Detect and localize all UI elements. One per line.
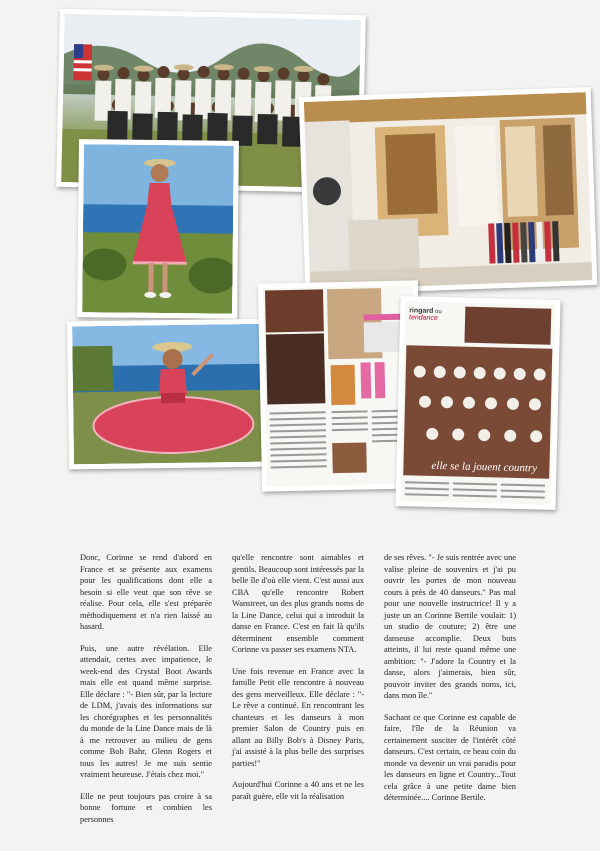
spread-title-prefix: ringard xyxy=(409,307,434,315)
article-paragraph: Aujourd'hui Corinne a 40 ans et ne les paraît guère, elle vit la réalisation xyxy=(232,780,364,801)
article-paragraph: Puis, une autre révélation. Elle attendait, certes avec impatience, le week-end des Crystal Boot Awards mais elle est quand même surprise. Elle déclare : "- Bien sûr, par la lecture de LDM, j'avais des informations sur les chorégraphes et les personnalités du monde de la Line Dance mais de là à me retrouver au milieu de gens comme Bob Bahr, Glenn Rogers et tous les autres! Je me suis sentie vraiment heureuse. J'étais chez moi." xyxy=(80,643,212,779)
article-body xyxy=(80,552,518,824)
woman-standing-illustration xyxy=(82,144,234,314)
woman-standing-photo xyxy=(77,139,239,319)
woman-sitting-illustration xyxy=(72,324,270,465)
spread-title-mid: ou xyxy=(434,308,442,316)
article-paragraph: Une fois revenue en France avec la famille Petit elle rencontre à nouveau des gens merveilleux. Elle déclare : "- Le rêve a continué. En rencontrant les chanteurs et les danseurs à mon premier Salon de Country puis en allant au Billy Bob's à Disney Paris, j'ai assisté à la plus belle des surprises parties!" xyxy=(232,666,364,768)
spread-left-layout xyxy=(263,285,417,486)
spread-caption: elle se la jouent country xyxy=(431,459,538,475)
article-column-2 xyxy=(232,552,364,812)
spread-title-suffix: tendance xyxy=(408,314,438,322)
article-column-3 xyxy=(384,552,516,814)
woman-sitting-photo xyxy=(67,319,275,470)
article-paragraph: Sachant ce que Corinne est capable de faire, l'île de la Réunion va certainement susciter de l'intérêt côté danseurs. C'est certain, ce beau coin du monde va devenir un vrai paradis pour les danseurs en ligne et Country...Tout cela grâce à une petite dame bien déterminée.... Corinne Bertile. xyxy=(384,712,516,802)
magazine-spread-right xyxy=(395,296,560,510)
shop-photo xyxy=(299,87,598,295)
shop-photo-illustration xyxy=(304,92,592,290)
article-paragraph: de ses rêves. "- Je suis rentrée avec une valise pleine de souvenirs et j'ai pu ouvrir les portes de mon nouveau cours à près de 40 danseurs." Pas mal pour une nouvelle instructrice! Il y a juste un an Corinne Bertile voulait: 1) un studio de couture; 2) être une danseuse accomplie. Deux buts atteints, il lui reste quand même une ambition: "- J'adore la Country et la danse, alors j'aimerais, bien sûr, pouvoir inviter des grands noms, ici, dans mon île." xyxy=(384,553,516,700)
article-paragraph: qu'elle rencontre sont aimables et gentils. Beaucoup sont intéressés par la belle île d'où elle vient. C'est aussi aux CBA qu'elle rencontre Robert Wanstreet, un des plus grands noms de la Line Dance, celui qui a introduit la danse en France. C'est en fait là qu'ils déterminent ensemble comment Corinne va passer ses examens NTA. xyxy=(232,553,364,654)
article-paragraph: Donc, Corinne se rend d'abord en France et se présente aux examens pour les qualifications dont elle a besoin si elle veut que son rêve se réalise. Pour cela, elle s'est préparée méthodiquement et n'a rien laissé au hasard. xyxy=(80,553,212,631)
article-paragraph: Elle ne peut toujours pas croire à sa bonne fortune et combien les personnes xyxy=(80,791,212,824)
article-column-1 xyxy=(80,552,212,835)
